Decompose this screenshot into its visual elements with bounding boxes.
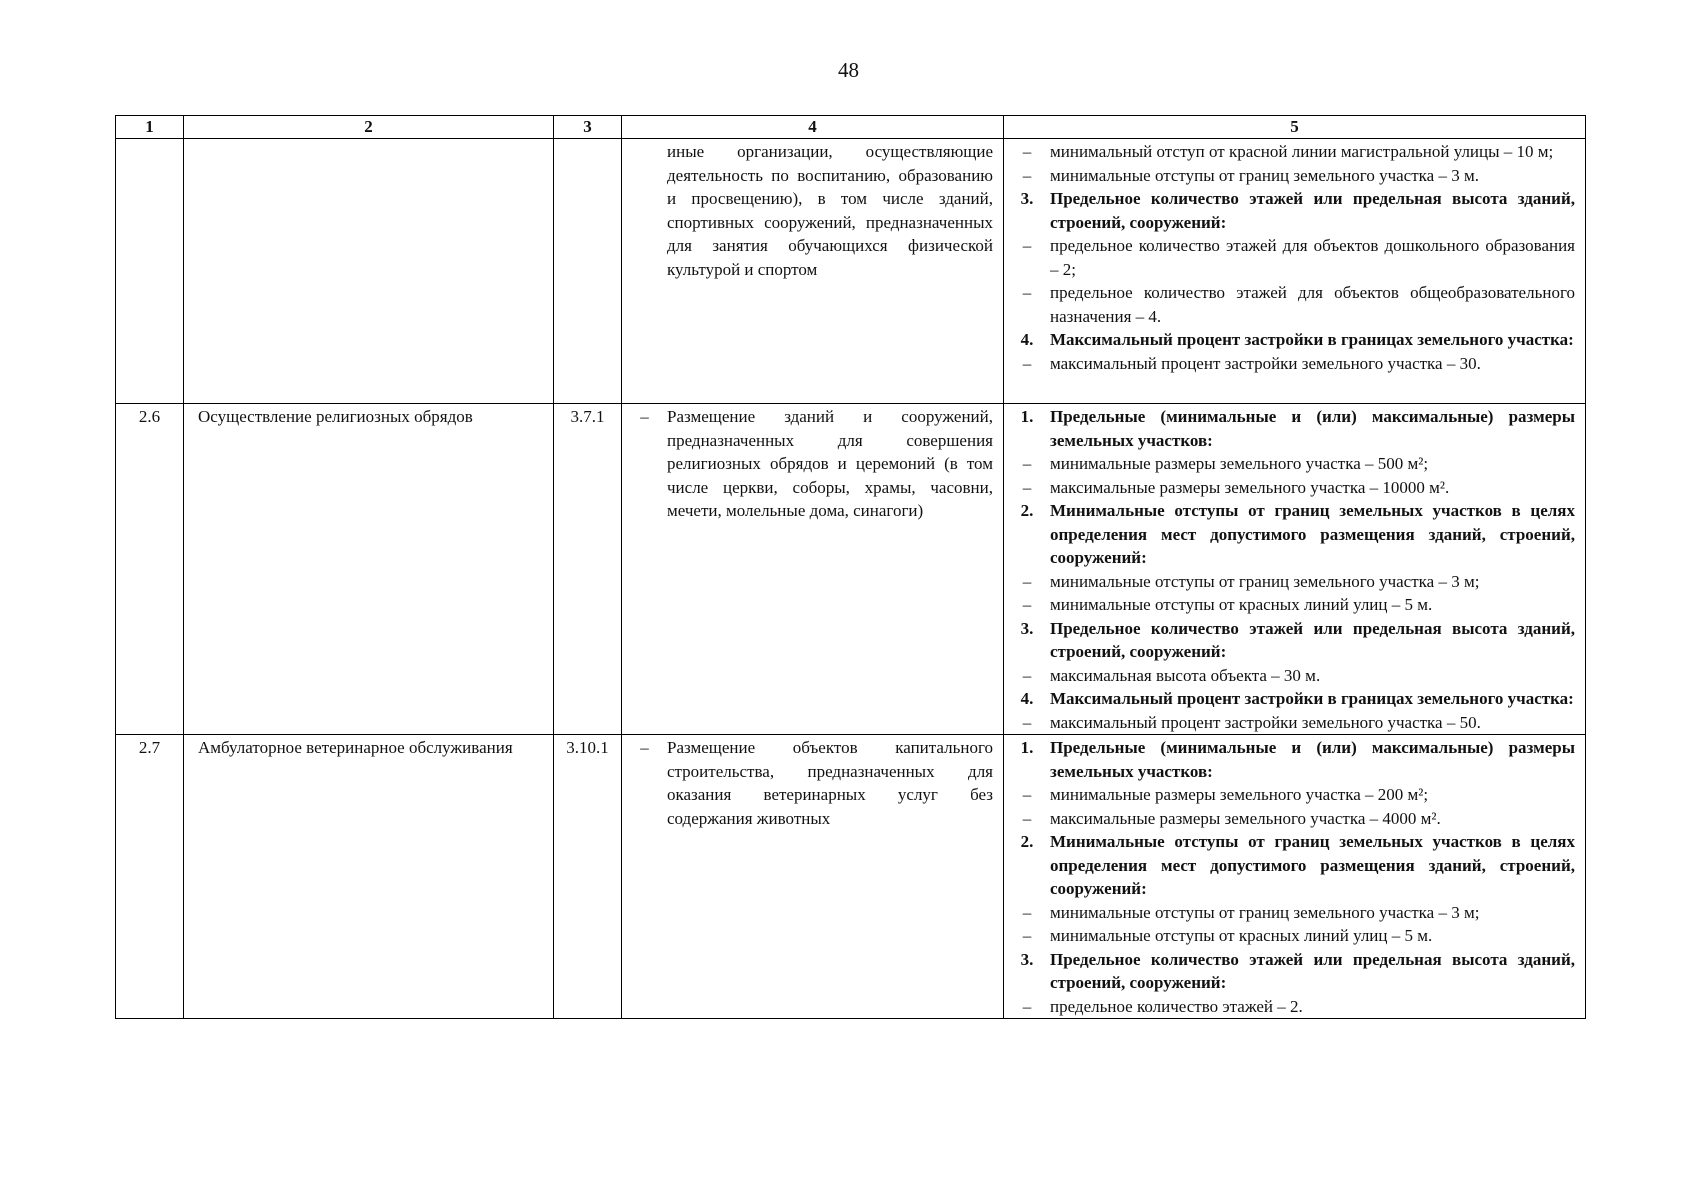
parameter-item	[1004, 281, 1575, 328]
parameter-item	[1004, 570, 1575, 594]
parameter-text: минимальный отступ от красной линии магистральной улицы – 10 м;	[1050, 142, 1554, 161]
parameter-text: минимальные отступы от границ земельного участка – 3 м;	[1050, 902, 1480, 922]
dash-marker: –	[1022, 236, 1032, 255]
parameter-item	[1004, 234, 1575, 281]
parameter-item	[1004, 476, 1575, 500]
parameter-text: Предельные (минимальные и (или) максимальные) размеры земельных участков:	[1050, 407, 1575, 450]
parameter-heading	[1004, 830, 1575, 901]
parameters-cell	[1004, 735, 1586, 1019]
permitted-use-name: Амбулаторное ветеринарное обслуживания	[184, 735, 554, 1019]
dash-marker	[622, 140, 667, 281]
number-marker: 3.	[1020, 189, 1034, 208]
parameter-text: Минимальные отступы от границ земельных участков в целях определения мест допустимого размещения зданий, строений, сооружений:	[1050, 832, 1575, 898]
dash-marker: –	[1022, 283, 1032, 302]
dash-marker: –	[640, 407, 649, 426]
parameter-text: предельное количество этажей для объектов дошкольного образования – 2;	[1050, 236, 1575, 279]
parameter-text: Предельное количество этажей или предельная высота зданий, строений, сооружений:	[1050, 189, 1575, 232]
parameter-text: предельное количество этажей – 2.	[1050, 996, 1303, 1016]
dash-marker: –	[1022, 665, 1032, 685]
dash-marker: –	[1022, 454, 1032, 473]
number-marker: 3.	[1020, 949, 1034, 969]
dash-marker: –	[1022, 808, 1032, 828]
dash-marker: –	[1022, 165, 1032, 185]
parameter-item	[1004, 140, 1575, 164]
dash-marker: –	[640, 738, 649, 757]
permitted-use-name	[184, 139, 554, 404]
parameter-heading	[1004, 405, 1575, 452]
dash-marker: –	[1022, 477, 1032, 497]
table-row	[116, 735, 1586, 1019]
row-number	[116, 139, 184, 404]
parameters-cell	[1004, 404, 1586, 735]
use-description: иные организации, осуществляющие деятельность по воспитанию, образованию и просвещению), в том числе зданий, спортивных сооружений, предназначенных для занятия обучающихся физической культурой и спортом	[667, 142, 993, 279]
parameter-heading	[1004, 187, 1575, 234]
dash-marker: –	[1022, 712, 1032, 732]
parameter-text: Максимальный процент застройки в границах земельного участка:	[1050, 330, 1574, 349]
parameter-text: максимальная высота объекта – 30 м.	[1050, 665, 1321, 685]
dash-marker: –	[1022, 785, 1032, 804]
parameter-item	[1004, 783, 1575, 807]
parameter-item	[1004, 711, 1575, 735]
number-marker: 1.	[1020, 407, 1034, 426]
parameter-text: Предельное количество этажей или предельная высота зданий, строений, сооружений:	[1050, 949, 1575, 992]
parameter-item	[1004, 807, 1575, 831]
table-row	[116, 404, 1586, 735]
number-marker: 4.	[1020, 330, 1034, 349]
dash-marker: –	[1022, 996, 1032, 1016]
table-body	[116, 139, 1586, 1019]
parameter-item	[1004, 995, 1575, 1019]
parameter-text: Предельное количество этажей или предельная высота зданий, строений, сооружений:	[1050, 618, 1575, 661]
table-header-row	[116, 116, 1586, 139]
parameter-text: минимальные размеры земельного участка – 500 м²;	[1050, 454, 1429, 473]
parameter-text: минимальные отступы от границ земельного участка – 3 м;	[1050, 571, 1480, 591]
use-code: 3.7.1	[554, 404, 622, 735]
parameter-item	[1004, 164, 1575, 188]
parameter-heading	[1004, 499, 1575, 570]
permitted-use-name: Осуществление религиозных обрядов	[184, 404, 554, 735]
parameter-text: максимальные размеры земельного участка – 4000 м².	[1050, 808, 1441, 828]
column-header: 5	[1004, 116, 1586, 139]
number-marker: 2.	[1020, 501, 1034, 520]
use-code: 3.10.1	[554, 735, 622, 1019]
parameter-text: минимальные отступы от красных линий улиц – 5 м.	[1050, 926, 1433, 945]
number-marker: 1.	[1020, 738, 1034, 757]
use-description: Размещение объектов капитального строительства, предназначенных для оказания ветеринарных услуг без содержания животных	[667, 738, 993, 828]
regulations-table	[115, 115, 1586, 1019]
parameter-text: минимальные отступы от границ земельного участка – 3 м.	[1050, 165, 1479, 185]
parameter-text: Предельные (минимальные и (или) максимальные) размеры земельных участков:	[1050, 738, 1575, 781]
parameters-cell	[1004, 139, 1586, 404]
parameter-text: предельное количество этажей для объектов общеобразовательного назначения – 4.	[1050, 283, 1575, 326]
row-number: 2.7	[116, 735, 184, 1019]
parameter-text: максимальный процент застройки земельного участка – 30.	[1050, 353, 1481, 373]
parameter-item	[1004, 452, 1575, 476]
parameter-text: максимальные размеры земельного участка – 10000 м².	[1050, 477, 1450, 497]
use-description-cell	[622, 139, 1004, 404]
parameter-text: Максимальный процент застройки в границах земельного участка:	[1050, 689, 1574, 708]
dash-marker: –	[1022, 595, 1032, 614]
use-code	[554, 139, 622, 404]
parameter-item	[1004, 352, 1575, 376]
parameter-heading	[1004, 736, 1575, 783]
use-description-cell	[622, 735, 1004, 1019]
parameter-text: Минимальные отступы от границ земельных участков в целях определения мест допустимого размещения зданий, строений, сооружений:	[1050, 501, 1575, 567]
parameter-item	[1004, 901, 1575, 925]
row-number: 2.6	[116, 404, 184, 735]
table-row	[116, 139, 1586, 404]
dash-marker: –	[1022, 353, 1032, 373]
page-number: 48	[838, 58, 859, 82]
number-marker: 2.	[1020, 832, 1034, 851]
dash-marker: –	[1022, 926, 1032, 945]
parameter-text: минимальные отступы от красных линий улиц – 5 м.	[1050, 595, 1433, 614]
dash-marker: –	[1022, 571, 1032, 591]
use-description: Размещение зданий и сооружений, предназначенных для совершения религиозных обрядов и церемоний (в том числе церкви, соборы, храмы, часовни, мечети, молельные дома, синагоги)	[667, 407, 993, 520]
parameter-heading	[1004, 687, 1575, 711]
parameter-heading	[1004, 328, 1575, 352]
parameter-item	[1004, 664, 1575, 688]
column-header: 2	[184, 116, 554, 139]
parameter-heading	[1004, 948, 1575, 995]
parameter-item	[1004, 924, 1575, 948]
column-header: 3	[554, 116, 622, 139]
number-marker: 4.	[1020, 689, 1034, 708]
parameter-text: максимальный процент застройки земельного участка – 50.	[1050, 712, 1481, 732]
parameter-text: минимальные размеры земельного участка – 200 м²;	[1050, 785, 1429, 804]
parameter-heading	[1004, 617, 1575, 664]
dash-marker: –	[1022, 902, 1032, 922]
parameter-item	[1004, 593, 1575, 617]
use-description-cell	[622, 404, 1004, 735]
column-header: 4	[622, 116, 1004, 139]
dash-marker: –	[1022, 142, 1032, 161]
number-marker: 3.	[1020, 618, 1034, 638]
column-header: 1	[116, 116, 184, 139]
